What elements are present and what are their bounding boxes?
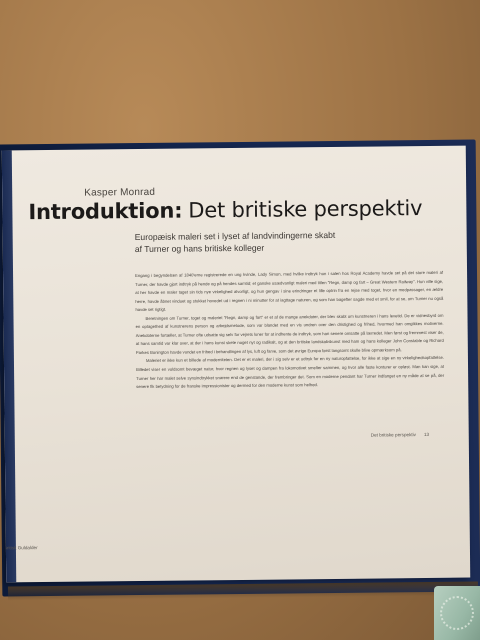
body-paragraph: Maleriet er ikke kun et billede af moderniteten. Det er et maleri, der i sig selv er et udtryk for en ny naturopfattelse, for ikke at sige en ny virkelighedsopfattelse. Billedet viser en voldsomt bevæget natur, hvor regnen og lyset og dampen fra lokomotivet smelter sammen, og hvor alle faste konturer er opløst. Man kan sige, at Turner her har malet selve synsindtrykket snarere end de genstande, der frembringer det. Som en moderne pendant har Turner indfanget en ny måde at se på, der senere fik betydning for de franske impressionister og dermed for den moderne kunst som helhed. [136, 355, 445, 390]
running-footer-right [371, 432, 429, 438]
body-text [135, 269, 444, 392]
chapter-title-lead: Introduktion: [28, 198, 183, 225]
body-paragraph: Beretningen om Turner, toget og maleriet "Regn, damp og fart" er et af de mange anekdoter, der blev skabt om kunstneren i hans levetid. De er vidnesbyrd om en optagethed af kunstnerens person og arbejdsmetode, som var blandet med en vis undren over den dristighed og frihed, hvormed han omgikkes motiverne. Anekdoterne fortæller, at Turner ofte udsatte sig selv for vejrets luner for at indhente de indtryk, som han senere omsatte på lærredet. Men først og fremmest viser de, at hans samtid var klar over, at der i hans kunst skete noget nyt og radikalt, og at den britiske landskabskunst med ham og hans kolleger John Constable og Richard Parkes Bonington havde vundet en frihed i behandlingen af lys, luft og farve, som det øvrige Europa først langsomt skulle blive opmærksom på. [135, 312, 444, 355]
decorative-plate [434, 586, 480, 640]
book-page [2, 146, 470, 583]
chapter-subtitle: Europæisk maleri set i lyset af landvindingerne skabt af Turner og hans britiske kolleger [134, 229, 336, 255]
running-footer-label: Det britiske perspektiv [370, 432, 416, 438]
body-paragraph: Engang i begyndelsen af 1840'erne registrerede en ung kvinde, Lady Simon, med hvilke indtryk hun i salen hos Royal Academy havde set på det store maleri af Turner, der havde gjort indtryk på hende og på hendes samtid; et ganske usædvanligt maleri med titlen "Regn, damp og fart – Great Western Railway". Hun ville sige, at her havde en maler taget sin tids nye virkelighed alvorligt, og hun gengav i sine erindringer et lille optrin fra en rejse med toget, hvor en medpassager, en ældre herre, havde åbnet vinduet og stukket hovedet ud i regnen i ni minutter for at iagttage naturen, og som han bagefter sagde med et smil, for at se, om Turner nu også havde set rigtigt. [135, 269, 444, 313]
chapter-title-rest: Det britiske perspektiv [188, 196, 423, 223]
running-footer-left: Britisk Guldalder [3, 545, 38, 551]
chapter-title [28, 196, 422, 224]
author-name: Kasper Monrad [84, 186, 156, 199]
page-number: 13 [423, 431, 430, 438]
